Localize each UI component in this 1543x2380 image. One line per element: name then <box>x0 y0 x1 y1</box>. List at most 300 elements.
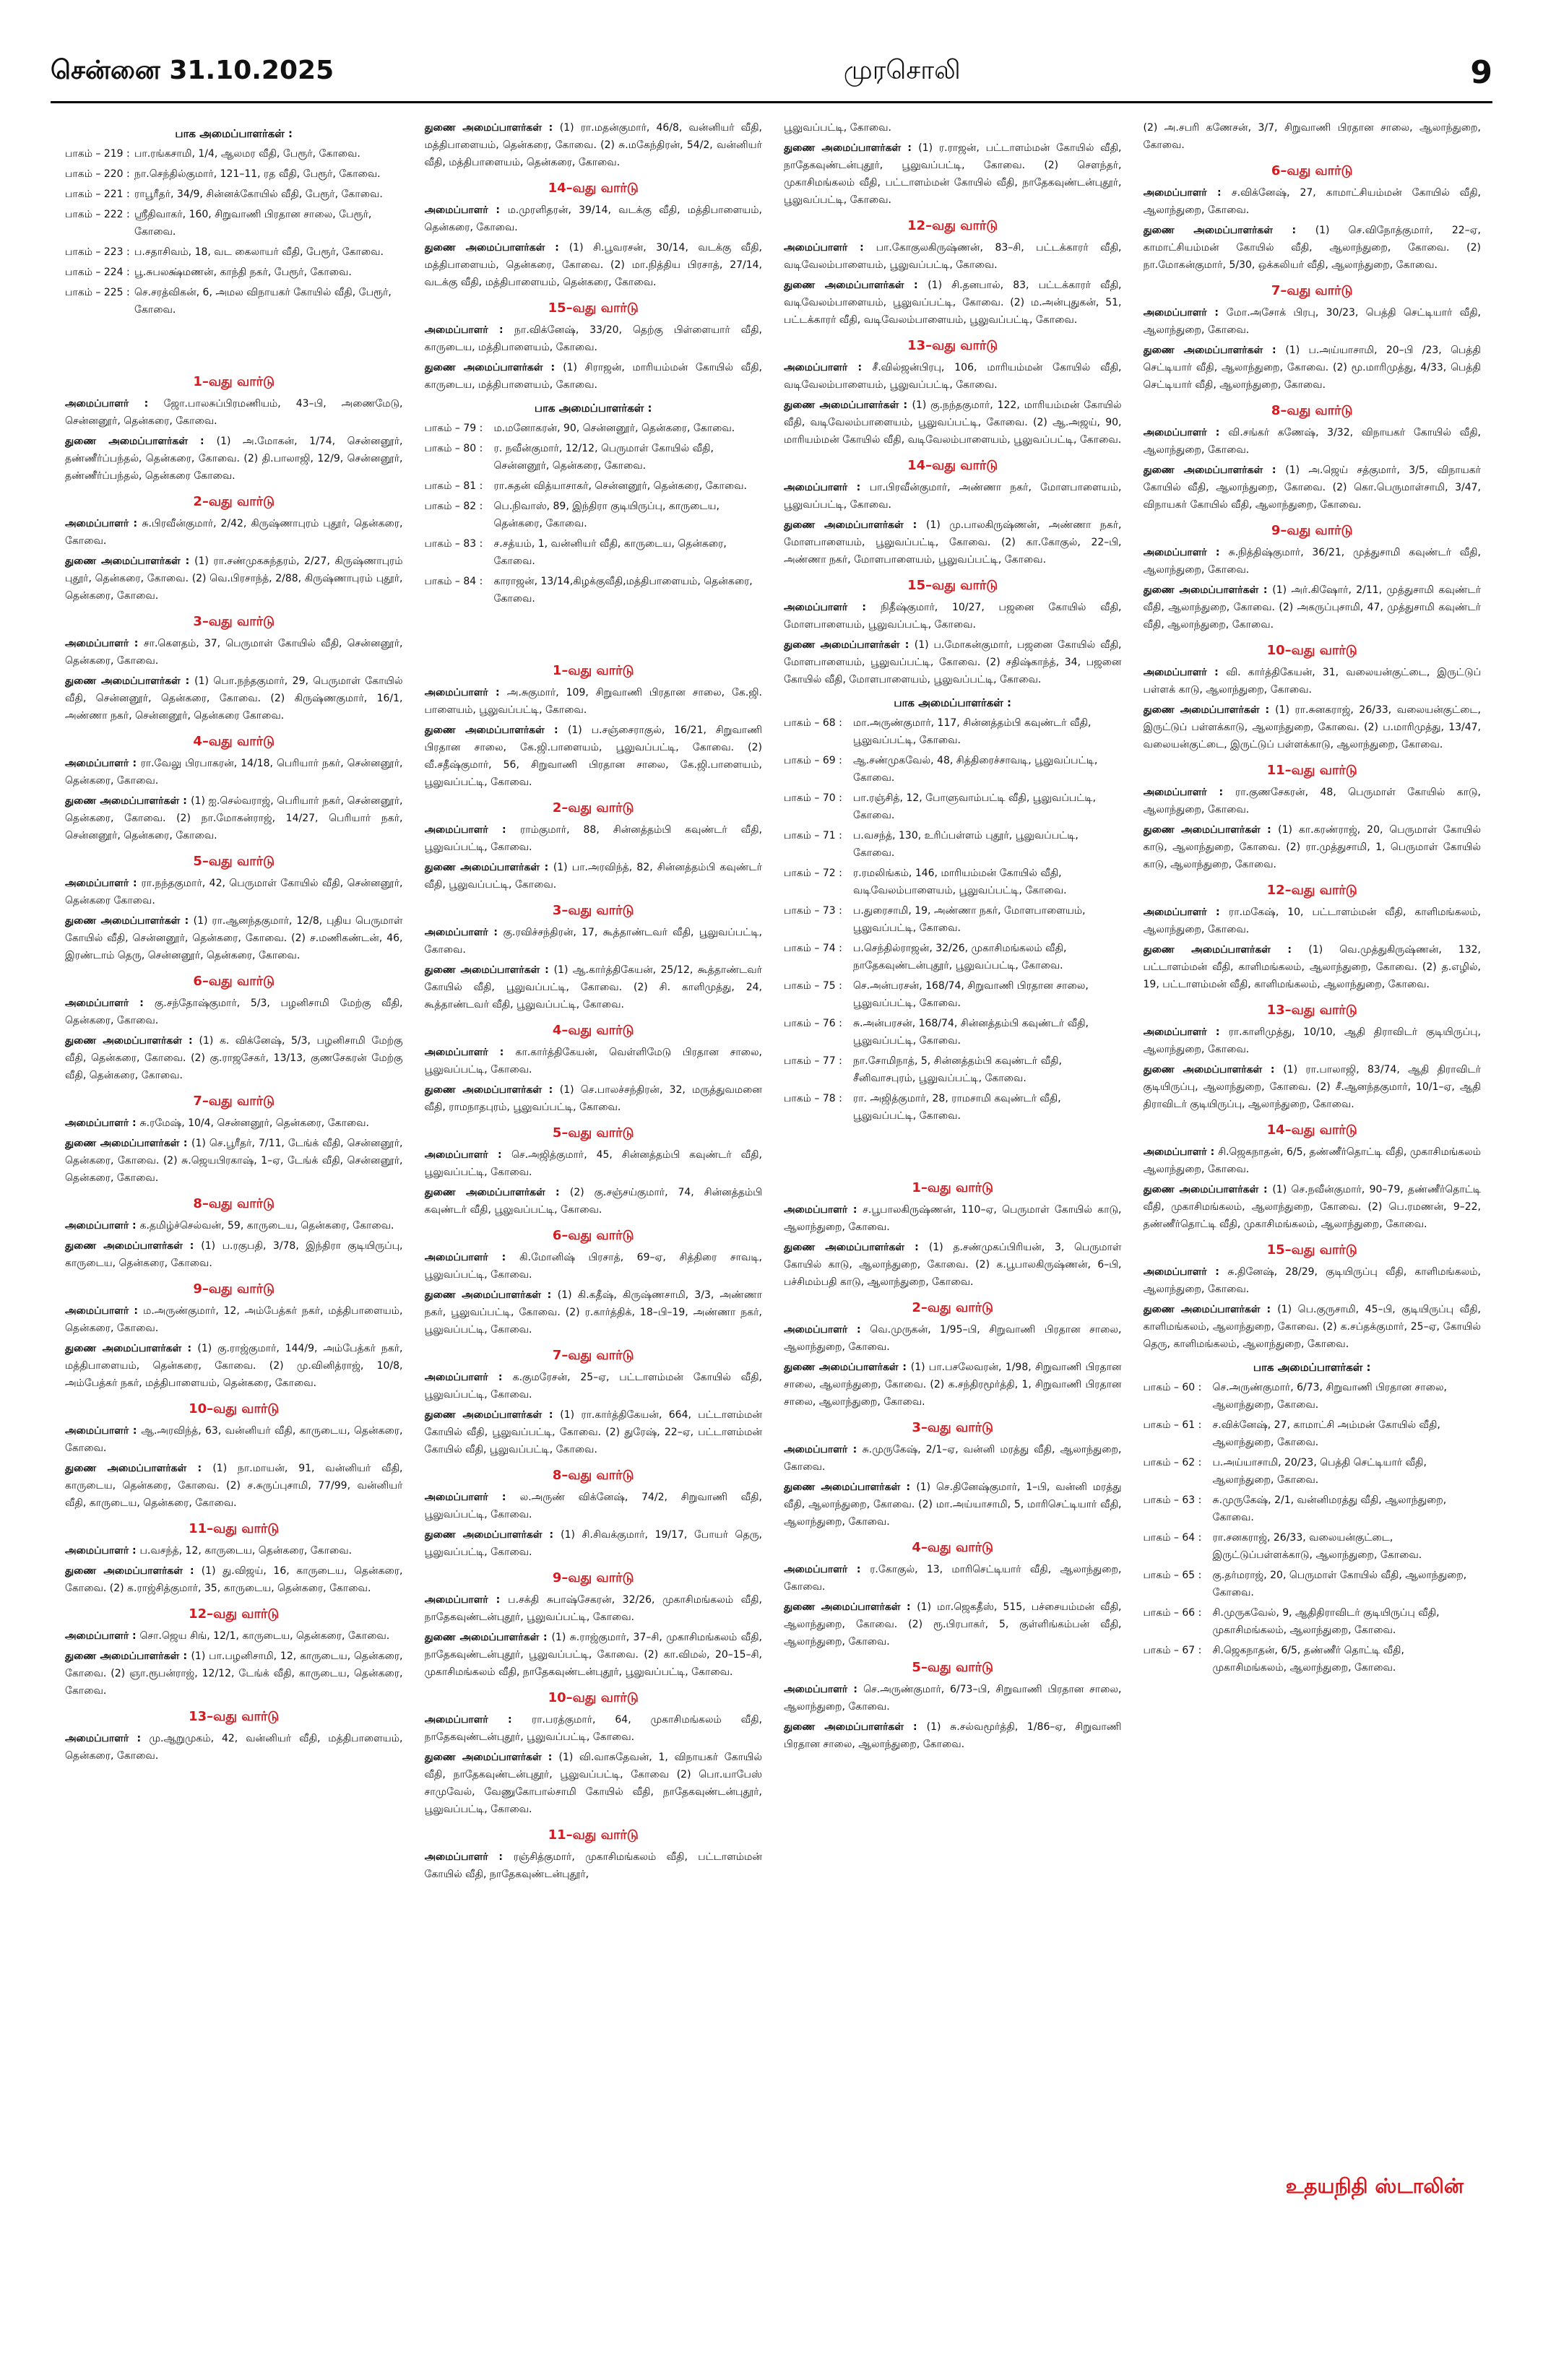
page-number: 9 <box>1470 53 1492 91</box>
role-label: அமைப்பாளர் : <box>1143 1146 1219 1158</box>
entry-text: சு.முருகேஷ், 2/1–ஏ, வன்னி மரத்து வீதி, ஆலாந்துறை, கோவை. <box>784 1444 1122 1473</box>
role-label: துணை அமைப்பாளர்கள் : <box>65 436 217 447</box>
deputy-entry <box>784 397 1122 449</box>
booth-organiser: ரா. அஜித்குமார், 28, ராமசாமி கவுண்டர் வீதி, பூலுவப்பட்டி, கோவை. <box>853 1093 1061 1122</box>
booth-organiser: பூ.சுபலக்ஷ்மணன், காந்தி நகர், பேரூர், கோவை. <box>134 267 352 278</box>
deputy-entry <box>425 961 763 1013</box>
organiser-entry <box>425 1146 763 1181</box>
entry-text: கா.கார்த்திகேயன், வெள்ளிமேடு பிரதான சாலை, பூலுவப்பட்டி, கோவை. <box>424 1047 762 1076</box>
entry-text: (1) ரா.சுனகராஜ், 26/33, வலையன்குட்டை, இருட்டுப் பள்ளக்காடு, ஆலாந்துறை, கோவை. (2) ப.மாரிமுத்து, 13/47, வலையன்குட்டை, இருட்டுப் பள்ளக்காடு, ஆலாந்துறை, கோவை. <box>1143 704 1481 750</box>
role-label: அமைப்பாளர் : <box>424 687 507 698</box>
signature: உதயநிதி ஸ்டாலின் <box>1285 2174 1464 2198</box>
entry-text: சா.கௌதம், 37, பெருமாள் கோயில் வீதி, சென்னனூர், தென்கரை, கோவை. <box>65 638 403 667</box>
booth-row <box>65 165 403 183</box>
entry-text: (1) அர்.கிஷோர், 2/11, முத்துசாமி கவுண்டர் வீதி, ஆலாந்துறை, கோவை. (2) அகருப்புசாமி, 47, முத்துசாமி கவுண்டர் வீதி, ஆலாந்துறை, கோவை. <box>1143 584 1481 631</box>
issue-date: சென்னை 31.10.2025 <box>51 56 334 85</box>
booth-number: பாகம் – 76 : <box>784 1018 842 1029</box>
organiser-entry <box>425 1489 763 1523</box>
role-label: துணை அமைப்பாளர்கள் : <box>1143 464 1286 476</box>
deputy-entry <box>1144 581 1482 633</box>
role-label: துணை அமைப்பாளர்கள் : <box>65 1138 191 1149</box>
role-label: துணை அமைப்பாளர்கள் : <box>784 1242 929 1253</box>
booth-row <box>784 714 1122 749</box>
booth-organiser: ப.சதாசிவம், 18, வட கைலாயர் வீதி, பேரூர், கோவை. <box>134 246 384 258</box>
section-heading: பாக அமைப்பாளர்கள் : <box>1253 1361 1371 1374</box>
entry-text: (1) ரா.சண்முகசுந்தரம், 2/27, கிருஷ்ணாபுரம் புதூர், தென்கரை, கோவை. (2) வெ.பிரசாந்த், 2/88, கிருஷ்ணாபுரம் புதூர், தென்கரை, கோவை. <box>65 555 403 602</box>
booth-number: பாகம் – 66 : <box>1143 1607 1202 1619</box>
ward-heading: 10–வது வார்டு <box>548 1690 639 1705</box>
deputy-entry <box>425 119 763 171</box>
role-label: அமைப்பாளர் : <box>65 758 141 769</box>
organiser-entry <box>1144 184 1482 219</box>
deputy-entry <box>1144 222 1482 274</box>
organiser-entry <box>425 1044 763 1078</box>
role-label: அமைப்பாளர் : <box>784 362 873 373</box>
deputy-entry <box>784 1598 1122 1650</box>
booth-number: பாகம் – 220 : <box>65 168 130 180</box>
booth-organiser: பெ.நிவாஸ், 89, இந்திரா குடியிருப்பு, காருடைய, தென்கரை, கோவை. <box>493 501 719 529</box>
role-label: துணை அமைப்பாளர்கள் : <box>424 362 563 373</box>
entry-text: வி.சங்கர் கணேஷ், 3/32, விநாயகர் கோயில் வீதி, ஆலாந்துறை, கோவை. <box>1143 427 1481 456</box>
ward-heading: 10–வது வார்டு <box>189 1401 280 1416</box>
deputy-entry <box>1144 342 1482 394</box>
booth-row <box>65 284 403 319</box>
deputy-entry <box>65 792 403 844</box>
entry-text: பா.பிரவீன்குமார், அண்ணா நகர், மோளபாளையம், பூலுவப்பட்டி, கோவை. <box>784 482 1122 511</box>
entry-text: (1) மு.பாலகிருஷ்ணன், அண்ணா நகர், மோளபாளையம், பூலுவப்பட்டி, கோவை. (2) கா.கோகுல், 22–பி, அண்ணா நகர், மோளபாளையம், பூலுவப்பட்டி, கோவை. <box>784 519 1122 566</box>
deputy-entry <box>784 1239 1122 1291</box>
entry-text: (1) ப.சஞ்சைராகுல், 16/21, சிறுவாணி பிரதான சாலை, கே.ஜி.பாளையம், பூலுவப்பட்டி, கோவை. (2) வீ.சதீஷ்குமார், 56, சிறுவாணி பிரதான சாலை, கே.ஜி.பாளையம், பூலுவப்பட்டி, கோவை. <box>424 724 762 788</box>
deputy-entry <box>65 1135 403 1187</box>
ward-heading: 8–வது வார்டு <box>1271 403 1353 418</box>
role-label: அமைப்பாளர் : <box>784 602 881 613</box>
role-label: துணை அமைப்பாளர்கள் : <box>424 122 560 134</box>
entry-text: ச.விக்னேஷ், 27, காமாட்சியம்மன் கோயில் வீதி, ஆலாந்துறை, கோவை. <box>1143 187 1481 216</box>
role-label: அமைப்பாளர் : <box>424 1492 520 1503</box>
role-label: அமைப்பாளர் : <box>424 1149 511 1161</box>
entry-text: (1) க. விக்னேஷ், 5/3, பழனிசாமி மேற்கு வீதி, தென்கரை, கோவை. (2) கு.ராஜசேகர், 13/13, குணசேகரன் மேற்கு வீதி, தென்கரை, கோவை. <box>65 1035 403 1081</box>
role-label: துணை அமைப்பாளர்கள் : <box>65 915 194 927</box>
organiser-entry <box>425 321 763 356</box>
role-label: துணை அமைப்பாளர்கள் : <box>1143 824 1279 836</box>
ward-heading: 5–வது வார்டு <box>193 854 275 869</box>
deputy-entry <box>65 1648 403 1700</box>
role-label: துணை அமைப்பாளர்கள் : <box>1143 1064 1284 1076</box>
entry-text: (1) செ.பாலச்சந்திரன், 32, மருத்துவமனை வீதி, ராமநாதபுரம், பூலுவப்பட்டி, கோவை. <box>424 1084 762 1113</box>
booth-number: பாகம் – 64 : <box>1143 1532 1202 1544</box>
booth-number: பாகம் – 74 : <box>784 943 842 954</box>
entry-text: வெ.முருகன், 1/95–பி, சிறுவாணி பிரதான சாலை, ஆலாந்துறை, கோவை. <box>784 1324 1122 1353</box>
entry-text: (1) சி.தனபால், 83, பட்டக்காரர் வீதி, வடிவேலம்பாளையம், பூலுவப்பட்டி, கோவை. (2) ம.அன்புதுகன், 51, பட்டக்காரர் வீதி, வடிவேலம்பாளையம், பூலுவப்பட்டி, கோவை. <box>784 280 1122 326</box>
booth-row <box>1144 1379 1482 1414</box>
organiser-entry <box>1144 1024 1482 1058</box>
role-label: துணை அமைப்பாளர்கள் : <box>65 1240 202 1252</box>
entry-text: ஜோ.பாலசுப்பிரமணியம், 43–பி, அணைமேடு, சென்னனூர், தென்கரை, கோவை. <box>65 398 403 427</box>
booth-row <box>65 145 403 163</box>
booth-row <box>784 789 1122 824</box>
deputy-entry <box>784 277 1122 329</box>
ward-heading: 4–வது வார்டு <box>552 1023 634 1038</box>
booth-organiser: பா.ரங்கசாமி, 1/4, ஆலமர வீதி, பேரூர், கோவை. <box>134 148 360 160</box>
role-label: அமைப்பாளர் : <box>1143 787 1235 798</box>
role-label: அமைப்பாளர் : <box>65 1117 140 1129</box>
ward-heading: 13–வது வார்டு <box>907 338 998 353</box>
booth-number: பாகம் – 80 : <box>424 443 483 454</box>
deputy-entry <box>425 722 763 791</box>
ward-heading: 7–வது வார்டு <box>552 1348 634 1363</box>
article-columns <box>65 119 1481 2329</box>
entry-text: ஆ.அரவிந்த், 63, வன்னியர் வீதி, காருடைய, தென்கரை, கோவை. <box>65 1425 403 1454</box>
booth-row <box>1144 1492 1482 1526</box>
deputy-entry <box>784 1479 1122 1531</box>
booth-organiser: கு.தர்மராஜ், 20, பெருமாள் கோயில் வீதி, ஆலாந்துறை, கோவை. <box>1212 1570 1467 1598</box>
organiser-entry <box>425 924 763 959</box>
ward-heading: 7–வது வார்டு <box>193 1094 275 1109</box>
entry-text: ச.பூபாலகிருஷ்ணன், 110–ஏ, பெருமாள் கோயில் காடு, ஆலாந்துறை, கோவை. <box>784 1204 1122 1233</box>
entry-text: சு.ரமேஷ், 10/4, சென்னனூர், தென்கரை, கோவை. <box>139 1117 369 1129</box>
role-label: அமைப்பாளர் : <box>784 242 876 254</box>
booth-row <box>784 902 1122 937</box>
ward-heading: 9–வது வார்டு <box>193 1281 275 1297</box>
organiser-entry <box>65 875 403 909</box>
ward-heading: 14–வது வார்டு <box>548 181 639 196</box>
role-label: துணை அமைப்பாளர்கள் : <box>65 1463 213 1474</box>
booth-number: பாகம் – 73 : <box>784 905 842 917</box>
role-label: அமைப்பாளர் : <box>424 1047 516 1058</box>
organiser-entry <box>65 1422 403 1457</box>
role-label: அமைப்பாளர் : <box>424 1851 514 1863</box>
ward-heading: 15–வது வார்டு <box>548 300 639 316</box>
role-label: துணை அமைப்பாளர்கள் : <box>424 862 553 873</box>
role-label: துணை அமைப்பாளர்கள் : <box>1143 944 1309 956</box>
role-label: துணை அமைப்பாளர்கள் : <box>784 142 919 154</box>
booth-organiser: ச.சத்யம், 1, வன்னியர் வீதி, காருடைய, தென்கரை, கோவை. <box>493 538 727 567</box>
entry-text: (1) அ.மோகன், 1/74, சென்னனூர், தண்ணீர்ப்பந்தல், தென்கரை, கோவை. (2) தி.பாலாஜி, 12/9, சென்னனூர், தண்ணீர்ப்பந்தல், தென்கரை கோவை. <box>65 436 403 482</box>
entry-text: ர.கோகுல், 13, மாரிசெட்டியார் வீதி, ஆலாந்துறை, கோவை. <box>784 1564 1122 1593</box>
booth-number: பாகம் – 72 : <box>784 867 842 879</box>
booth-organiser: ர.ரமலிங்கம், 146, மாரியம்மன் கோயில் வீதி, வடிவேலம்பாளையம், பூலுவப்பட்டி, கோவை. <box>853 867 1067 896</box>
organiser-entry <box>65 395 403 430</box>
entry-text: (1) ரா.பாலாஜி, 83/74, ஆதி திராவிடர் குடியிருப்பு, ஆலாந்துறை, கோவை. (2) சீ.ஆனந்தகுமார், 10/1–ஏ, ஆதி திராவிடர் குடியிருப்பு, ஆலாந்துறை, கோவை. <box>1143 1064 1481 1110</box>
role-label: அமைப்பாளர் : <box>1143 1266 1228 1278</box>
organiser-entry <box>784 359 1122 394</box>
booth-row <box>65 243 403 261</box>
organiser-entry <box>65 755 403 789</box>
booth-row <box>784 940 1122 974</box>
organiser-entry <box>425 1848 763 1883</box>
ward-heading: 15–வது வார்டு <box>1266 1242 1357 1258</box>
role-label: அமைப்பாளர் : <box>784 1324 870 1336</box>
booth-row <box>425 477 763 495</box>
role-label: அமைப்பாளர் : <box>65 1630 140 1642</box>
organiser-entry <box>65 1115 403 1132</box>
ward-heading: 11–வது வார்டு <box>189 1521 280 1536</box>
role-label: அமைப்பாளர் : <box>65 1220 140 1232</box>
organiser-entry <box>1144 544 1482 579</box>
entry-text: (1) மா.ஜெகதீஸ், 515, பச்சையம்மன் வீதி, ஆலாந்துறை, கோவை. (2) ரூ.பிரபாகர், 5, குள்ளிங்கம்பன் வீதி, ஆலாந்துறை, கோவை. <box>784 1601 1122 1648</box>
booth-organiser: செ.அன்பரசன், 168/74, சிறுவாணி பிரதான சாலை, பூலுவப்பட்டி, கோவை. <box>853 980 1089 1009</box>
deputy-entry <box>425 1629 763 1681</box>
role-label: துணை அமைப்பாளர்கள் : <box>424 242 569 254</box>
role-label: துணை அமைப்பாளர்கள் : <box>65 1343 198 1354</box>
role-label: துணை அமைப்பாளர்கள் : <box>784 639 915 651</box>
entry-text: (1) ப.ரகுபதி, 3/78, இந்திரா குடியிருப்பு, காருடைய, தென்கரை, கோவை. <box>65 1240 403 1269</box>
role-label: துணை அமைப்பாளர்கள் : <box>784 519 926 531</box>
booth-organiser: ம.மனோகரன், 90, சென்னனூர், தென்கரை, கோவை. <box>493 423 735 434</box>
deputy-entry <box>425 1526 763 1561</box>
organiser-entry <box>784 1201 1122 1236</box>
role-label: துணை அமைப்பாளர்கள் : <box>424 1752 559 1763</box>
entry-text: ல.அருண் விக்னேஷ், 74/2, சிறுவாணி வீதி, பூலுவப்பட்டி, கோவை. <box>424 1492 762 1520</box>
ward-heading: 2–வது வார்டு <box>193 494 275 509</box>
entry-text: (1) வி.வாசுதேவன், 1, விநாயகர் கோயில் வீதி, நாதேகவுண்டன்புதூர், பூலுவப்பட்டி, கோவை (2) பொ.யாபேஸ் சாமுவேல், வேணுகோபால்சாமி கோயில் வீதி, நாதேகவுண்டன்புதூர், பூலுவப்பட்டி, கோவை. <box>424 1752 762 1815</box>
organiser-entry <box>65 1302 403 1337</box>
ward-heading: 6–வது வார்டு <box>1271 163 1353 178</box>
organiser-entry <box>784 1321 1122 1356</box>
organiser-entry <box>1144 1263 1482 1298</box>
role-label: துணை அமைப்பாளர்கள் : <box>65 1035 199 1047</box>
deputy-entry <box>425 1081 763 1116</box>
deputy-entry <box>1144 1181 1482 1233</box>
deputy-entry <box>425 1749 763 1818</box>
booth-row <box>1144 1454 1482 1489</box>
entry-text: அ.சுகுமார், 109, சிறுவாணி பிரதான சாலை, கே.ஜி. பாளையம், பூலுவப்பட்டி, கோவை. <box>424 687 762 716</box>
entry-text: ரா.குணசேகரன், 48, பெருமாள் கோயில் காடு, ஆலாந்துறை, கோவை. <box>1143 787 1481 815</box>
role-label: துணை அமைப்பாளர்கள் : <box>784 1362 911 1373</box>
column-4 <box>1144 119 1482 2329</box>
role-label: துணை அமைப்பாளர்கள் : <box>65 1565 202 1577</box>
entry-text: (1) ர.ராஜன், பட்டாளம்மன் கோயில் வீதி, நாதேகவுண்டன்புதூர், பூலுவப்பட்டி, கோவை. (2) சௌந்தர், முகாசிமங்கலம் வீதி, பட்டாளம்மன் கோயில் வீதி, நாதேகவுண்டன்புதூர், பூலுவப்பட்டி, கோவை. <box>784 142 1122 206</box>
booth-number: பாகம் – 219 : <box>65 148 130 160</box>
booth-row <box>65 264 403 281</box>
role-label: துணை அமைப்பாளர்கள் : <box>1143 225 1315 236</box>
ward-heading: 12–வது வார்டு <box>1266 883 1357 898</box>
entry-text: ம.முரளிதரன், 39/14, வடக்கு வீதி, மத்திபாளையம், தென்கரை, கோவை. <box>424 204 762 233</box>
booth-row <box>784 865 1122 899</box>
booth-row <box>1144 1642 1482 1676</box>
entry-text: (1) சி.சிவக்குமார், 19/17, போயர் தெரு, பூலுவப்பட்டி, கோவை. <box>424 1529 762 1558</box>
deputy-entry <box>784 139 1122 209</box>
organiser-entry <box>1144 1143 1482 1178</box>
deputy-entry <box>65 1460 403 1512</box>
entry-text: ம.அருண்குமார், 12, அம்பேத்கர் நகர், மத்திபாளையம், தென்கரை, கோவை. <box>65 1305 403 1334</box>
entry-text: (1) பா.அரவிந்த், 82, சின்னத்தம்பி கவுண்டர் வீதி, பூலுவப்பட்டி, கோவை. <box>424 862 762 891</box>
entry-text: (1) சு.ராஜ்குமார், 37–சி, முகாசிமங்கலம் வீதி, நாதேகவுண்டன்புதூர், பூலுவப்பட்டி, கோவை. (2) கா.விமல், 20–15–சி, முகாசிமங்கலம் வீதி, நாதேகவுண்டன்புதூர், பூலுவப்பட்டி, கோவை. <box>424 1632 762 1678</box>
booth-organiser: நா.சோமிநாத், 5, சின்னத்தம்பி கவுண்டர் வீதி, சீனிவாசபுரம், பூலுவப்பட்டி, கோவை. <box>853 1055 1062 1084</box>
ward-heading: 12–வது வார்டு <box>189 1606 280 1622</box>
role-label: அமைப்பாளர் : <box>424 824 521 836</box>
role-label: அமைப்பாளர் : <box>1143 427 1229 438</box>
role-label: துணை அமைப்பாளர்கள் : <box>65 1650 191 1662</box>
booth-number: பாகம் – 82 : <box>424 501 483 512</box>
ward-heading: 4–வது வார்டு <box>912 1540 994 1555</box>
entry-text: (1) சிராஜன், மாரியம்மன் கோயில் வீதி, காருடைய, மத்திபாளையம், கோவை. <box>424 362 762 391</box>
entry-text: (1) பா.பசலேவரன், 1/98, சிறுவாணி பிரதான சாலை, ஆலாந்துறை, கோவை. (2) க.சந்திரமூர்த்தி, 1, சிறுவாணி பிரதான சாலை, ஆலாந்துறை, கோவை. <box>784 1362 1122 1408</box>
entry-text: க.குமரேசன், 25–ஏ, பட்டாளம்மன் கோயில் வீதி, பூலுவப்பட்டி, கோவை. <box>424 1372 762 1401</box>
entry-text: மோ.அசோக் பிரபு, 30/23, பெத்தி செட்டியார் வீதி, ஆலாந்துறை, கோவை. <box>1143 307 1481 336</box>
booth-number: பாகம் – 222 : <box>65 209 130 220</box>
entry-text: (1) கா.கரண்ராஜ், 20, பெருமாள் கோயில் காடு, ஆலாந்துறை, கோவை. (2) ரா.முத்துசாமி, 1, பெருமாள் கோயில் காடு, ஆலாந்துறை, கோவை. <box>1143 824 1481 870</box>
role-label: துணை அமைப்பாளர்கள் : <box>65 675 195 687</box>
organiser-entry <box>1144 904 1482 938</box>
ward-heading: 13–வது வார்டு <box>189 1709 280 1724</box>
ward-heading: 1–வது வார்டு <box>912 1180 994 1195</box>
entry-text: (1) செ.விநோத்குமார், 22–ஏ, காமாட்சியம்மன் கோயில் வீதி, ஆலாந்துறை, கோவை. (2) நா.மோகன்குமார், 5/30, ஒக்கலியர் வீதி, ஆலாந்துறை, கோவை. <box>1143 225 1481 271</box>
role-label: அமைப்பாளர் : <box>1143 906 1229 918</box>
booth-row <box>784 827 1122 862</box>
booth-row <box>784 1090 1122 1125</box>
booth-row <box>1144 1529 1482 1564</box>
masthead <box>51 51 1492 94</box>
organiser-entry <box>425 202 763 236</box>
role-label: துணை அமைப்பாளர்கள் : <box>784 399 912 411</box>
role-label: துணை அமைப்பாளர்கள் : <box>1143 584 1273 596</box>
role-label: அமைப்பாளர் : <box>424 324 515 336</box>
role-label: அமைப்பாளர் : <box>65 638 144 649</box>
ward-heading: 3–வது வார்டு <box>193 614 275 629</box>
booth-organiser: ஆ.சண்முகவேல், 48, சித்திரைச்சாவடி, பூலுவப்பட்டி, கோவை. <box>853 755 1098 784</box>
booth-number: பாகம் – 78 : <box>784 1093 842 1104</box>
entry-text: ரா.காளிமுத்து, 10/10, ஆதி திராவிடர் குடியிருப்பு, ஆலாந்துறை, கோவை. <box>1143 1026 1481 1055</box>
role-label: அமைப்பாளர் : <box>424 204 508 216</box>
booth-row <box>425 440 763 475</box>
ward-heading: 9–வது வார்டு <box>1271 523 1353 538</box>
role-label: துணை அமைப்பாளர்கள் : <box>784 1481 917 1493</box>
booth-row <box>65 186 403 203</box>
entry-text: கு.ரவிச்சந்திரன், 17, கூத்தாண்டவர் வீதி, பூலுவப்பட்டி, கோவை. <box>424 927 762 956</box>
role-label: அமைப்பாளர் : <box>424 927 503 938</box>
booth-row <box>1144 1604 1482 1639</box>
deputy-entry <box>1144 1301 1482 1353</box>
column-1 <box>65 119 403 2329</box>
entry-text: (1) கி.கதீஷ், கிருஷ்ணசாமி, 3/3, அண்ணா நகர், பூலுவப்பட்டி, கோவை. (2) ர.கார்த்திக், 18–பி–19, அண்ணா நகர், பூலுவப்பட்டி, கோவை. <box>424 1289 762 1336</box>
role-label: அமைப்பாளர் : <box>424 1372 513 1383</box>
booth-number: பாகம் – 221 : <box>65 189 130 200</box>
entry-text: (1) பா.பழனிசாமி, 12, காருடைய, தென்கரை, கோவை. (2) ஞா.ரூபன்ராஜ், 12/12, டேங்க் வீதி, காருடைய, தென்கரை, கோவை. <box>65 1650 403 1697</box>
organiser-entry <box>65 515 403 550</box>
role-label: அமைப்பாளர் : <box>65 998 155 1009</box>
role-label: துணை அமைப்பாளர்கள் : <box>424 1409 561 1421</box>
paragraph: பூலுவப்பட்டி, கோவை. <box>784 122 891 134</box>
deputy-entry <box>1144 701 1482 753</box>
entry-text: (1) ரா.ஆனந்தகுமார், 12/8, புதிய பெருமாள் கோயில் வீதி, சென்னனூர், தென்கரை, கோவை. (2) ச.மணிகண்டன், 46, இரண்டாம் தெரு, சென்னனூர், தென்கரை, கோவை. <box>65 915 403 961</box>
entry-text: ரா.நந்தகுமார், 42, பெருமாள் கோயில் வீதி, சென்னனூர், தென்கரை கோவை. <box>65 878 403 906</box>
role-label: அமைப்பாளர் : <box>784 1684 864 1695</box>
organiser-entry <box>65 1730 403 1765</box>
booth-number: பாகம் – 79 : <box>424 423 483 434</box>
entry-text: (1) து.விஜய், 16, காருடைய, தென்கரை, கோவை. (2) க.ராஜ்சித்குமார், 35, காருடைய, தென்கரை, கோவை. <box>65 1565 403 1594</box>
role-label: அமைப்பாளர் : <box>1143 1026 1229 1038</box>
booth-number: பாகம் – 71 : <box>784 830 842 841</box>
booth-number: பாகம் – 224 : <box>65 267 130 278</box>
ward-heading: 15–வது வார்டு <box>907 578 998 593</box>
entry-text: சு.நித்திஷ்குமார், 36/21, முத்துசாமி கவுண்டர் வீதி, ஆலாந்துறை, கோவை. <box>1143 547 1481 576</box>
ward-heading: 5–வது வார்டு <box>552 1125 634 1141</box>
entry-text: (1) வெ.முத்துகிருஷ்ணன், 132, பட்டாளம்மன் வீதி, காளிமங்கலம், ஆலாந்துறை, கோவை. (2) த.எழில், 19, பட்டாளம்மன் வீதி, காளிமங்கலம், ஆலாந்துறை, கோவை. <box>1143 944 1481 990</box>
ward-heading: 8–வது வார்டு <box>193 1196 275 1211</box>
paragraph: (2) அ.சபரி கணேசன், 3/7, சிறுவாணி பிரதான சாலை, ஆலாந்துறை, கோவை. <box>1143 122 1481 151</box>
entry-text: செ.அஜித்குமார், 45, சின்னத்தம்பி கவுண்டர் வீதி, பூலுவப்பட்டி, கோவை. <box>424 1149 762 1178</box>
role-label: அமைப்பாளர் : <box>1143 187 1232 199</box>
entry-text: ரா.பரத்குமார், 64, முகாசிமங்கலம் வீதி, நாதேகவுண்டன்புதூர், பூலுவப்பட்டி, கோவை. <box>424 1714 762 1743</box>
organiser-entry <box>425 1369 763 1403</box>
header-rule <box>51 101 1492 103</box>
deputy-entry <box>425 1184 763 1219</box>
role-label: துணை அமைப்பாளர்கள் : <box>1143 704 1276 716</box>
deputy-entry <box>1144 941 1482 993</box>
organiser-entry <box>65 995 403 1029</box>
deputy-entry <box>65 1237 403 1272</box>
section-heading: பாக அமைப்பாளர்கள் : <box>175 127 293 140</box>
booth-number: பாகம் – 60 : <box>1143 1382 1202 1393</box>
role-label: துணை அமைப்பாளர்கள் : <box>784 1601 917 1613</box>
entry-text: (1) நா.மாயன், 91, வன்னியர் வீதி, காருடைய, தென்கரை, கோவை. (2) ச.சுருப்புசாமி, 77/99, வன்னியர் வீதி, காருடைய, தென்கரை, கோவை. <box>65 1463 403 1509</box>
booth-row <box>784 977 1122 1012</box>
organiser-entry <box>784 599 1122 633</box>
booth-organiser: ப.செந்தில்ராஜன், 32/26, முகாசிமங்கலம் வீதி, நாதேகவுண்டன்புதூர், பூலுவப்பட்டி, கோவை. <box>853 943 1067 972</box>
deputy-entry <box>65 912 403 964</box>
organiser-entry <box>425 1249 763 1284</box>
booth-number: பாகம் – 77 : <box>784 1055 842 1067</box>
booth-organiser: சி.ஜெகநாதன், 6/5, தண்ணீர் தொட்டி வீதி, முகாசிமங்கலம், ஆலாந்துறை, கோவை. <box>1212 1645 1404 1674</box>
role-label: துணை அமைப்பாளர்கள் : <box>1143 1184 1273 1195</box>
entry-text: (1) பெ.குருசாமி, 45–பி, குடியிருப்பு வீதி, காளிமங்கலம், ஆலாந்துறை, கோவை. (2) க.சப்தக்குமார், 25–ஏ, கோயில் தெரு, காளிமங்கலம், ஆலாந்துறை, கோவை. <box>1143 1304 1481 1350</box>
ward-heading: 12–வது வார்டு <box>907 218 998 233</box>
entry-text: (1) ப.அய்யாசாமி, 20–பி /23, பெத்தி செட்டியார் வீதி, ஆலாந்துறை, கோவை. (2) மூ.மாரிமுத்து, 4/33, பெத்தி செட்டியார் வீதி, ஆலாந்துறை, கோவை. <box>1143 345 1481 391</box>
ward-heading: 11–வது வார்டு <box>1266 763 1357 778</box>
spacer <box>65 321 403 365</box>
booth-organiser: ப.வசந்த், 130, உரிப்பள்ளம் புதூர், பூலுவப்பட்டி, கோவை. <box>853 830 1079 859</box>
deputy-entry <box>425 859 763 893</box>
booth-organiser: நா.செந்தில்குமார், 121–11, ரத வீதி, பேரூர், கோவை. <box>134 168 381 180</box>
deputy-entry <box>425 1406 763 1458</box>
role-label: அமைப்பாளர் : <box>424 1714 532 1726</box>
ward-heading: 2–வது வார்டு <box>912 1300 994 1315</box>
role-label: துணை அமைப்பாளர்கள் : <box>424 724 568 736</box>
booth-organiser: ப.அய்யாசாமி, 20/23, பெத்தி செட்டியார் வீதி, ஆலாந்துறை, கோவை. <box>1212 1457 1427 1486</box>
role-label: துணை அமைப்பாளர்கள் : <box>65 795 191 807</box>
ward-heading: 11–வது வார்டு <box>548 1827 639 1843</box>
deputy-entry <box>784 516 1122 568</box>
organiser-entry <box>425 1711 763 1746</box>
organiser-entry <box>425 684 763 719</box>
deputy-entry <box>65 433 403 485</box>
entry-text: (1) கு.ராஜ்குமார், 144/9, அம்பேத்கர் நகர், மத்திபாளையம், தென்கரை, கோவை. (2) மு.வினித்ராஜ், 10/8, அம்பேத்கர் நகர், மத்திபாளையம், தென்கரை, கோவை. <box>65 1343 403 1389</box>
booth-organiser: ஸ்ரீதிவாகர், 160, சிறுவாணி பிரதான சாலை, பேரூர், கோவை. <box>134 209 372 238</box>
ward-heading: 1–வது வார்டு <box>552 663 634 678</box>
deputy-entry <box>65 1340 403 1392</box>
role-label: அமைப்பாளர் : <box>65 1545 140 1557</box>
entry-text: ரா.மகேஷ், 10, பட்டாளம்மன் வீதி, காளிமங்கலம், ஆலாந்துறை, கோவை. <box>1143 906 1481 935</box>
entry-text: ராம்குமார், 88, சின்னத்தம்பி கவுண்டர் வீதி, பூலுவப்பட்டி, கோவை. <box>424 824 762 853</box>
role-label: துணை அமைப்பாளர்கள் : <box>424 1289 558 1301</box>
booth-organiser: சி.முருகவேல், 9, ஆதிதிராவிடர் குடியிருப்பு வீதி, முகாசிமங்கலம், ஆலாந்துறை, கோவை. <box>1212 1607 1440 1636</box>
entry-text: ப.வசந்த், 12, காருடைய, தென்கரை, கோவை. <box>139 1545 353 1557</box>
entry-text: (1) ரா.மதன்குமார், 46/8, வன்னியர் வீதி, மத்திபாளையம், தென்கரை, கோவை. (2) சு.மகேந்திரன், 54/2, வன்னியர் வீதி, மத்திபாளையம், தென்கரை, கோவை. <box>424 122 762 168</box>
deputy-entry <box>65 553 403 605</box>
entry-text: க.தமிழ்ச்செல்வன், 59, காருடைய, தென்கரை, கோவை. <box>139 1220 394 1232</box>
entry-text: வி. கார்த்திகேயன், 31, வலையன்குட்டை, இருட்டுப் பள்ளக் காடு, ஆலாந்துறை, கோவை. <box>1143 667 1481 696</box>
deputy-entry <box>784 636 1122 688</box>
entry-text: (1) கு.நந்தகுமார், 122, மாரியம்மன் கோயில் வீதி, வடிவேலம்பாளையம், பூலுவப்பட்டி, கோவை. (2) ஆ.அஜய், 90, மாரியம்மன் கோயில் வீதி, வடிவேலம்பாளையம், பூலுவப்பட்டி, கோவை. <box>784 399 1122 446</box>
entry-text: (1) ஆ.கார்த்திகேயன், 25/12, கூத்தாண்டவர் கோயில் வீதி, பூலுவப்பட்டி, கோவை. (2) சி. காளிமுத்து, 24, கூத்தாண்டவர் வீதி, பூலுவப்பட்டி, கோவை. <box>424 964 762 1011</box>
organiser-entry <box>1144 664 1482 698</box>
booth-number: பாகம் – 84 : <box>424 576 483 587</box>
booth-number: பாகம் – 223 : <box>65 246 130 258</box>
booth-number: பாகம் – 65 : <box>1143 1570 1202 1581</box>
booth-row <box>1144 1416 1482 1451</box>
role-label: அமைப்பாளர் : <box>65 518 142 529</box>
